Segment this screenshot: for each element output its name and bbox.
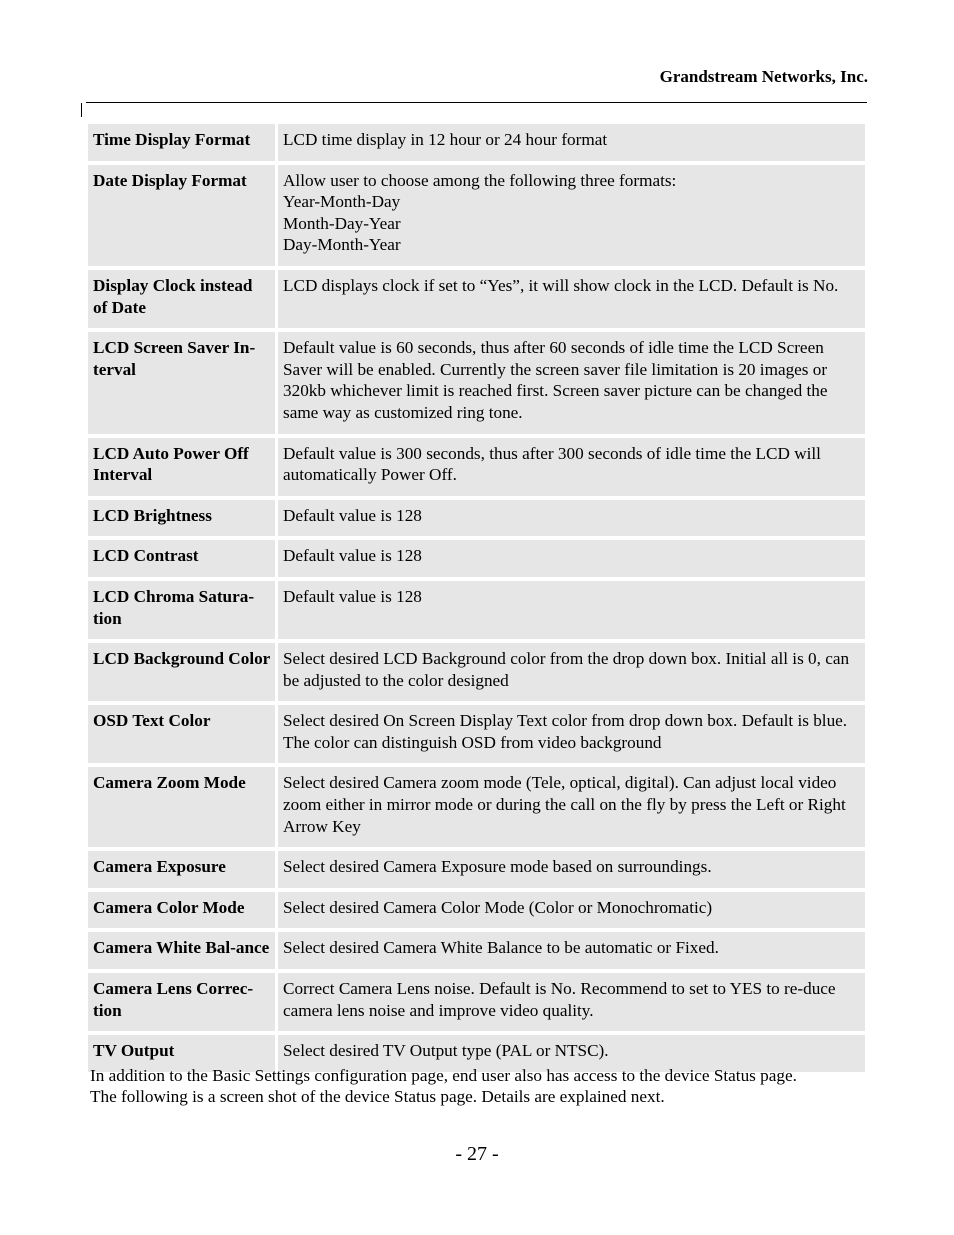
description-line: Default value is 60 seconds, thus after 60 seconds of idle time the LCD Screen Saver will be enabled. Currently the screen saver file limitation is 20 images or 320kb whichever limit is reached first. Screen saver picture can be changed the same way as customized ring tone. — [283, 338, 828, 422]
table-row — [88, 332, 865, 433]
description-line: Select desired On Screen Display Text color from drop down box. Default is blue. The color can distinguish OSD from video background — [283, 711, 848, 752]
table-row — [88, 973, 865, 1031]
setting-name: Camera Zoom Mode — [88, 767, 275, 847]
table-row — [88, 581, 865, 639]
setting-name: LCD Brightness — [88, 500, 275, 537]
description-line: Day-Month-Year — [283, 235, 401, 255]
table-row — [88, 851, 865, 888]
setting-name: Camera White Bal-ance — [88, 932, 275, 969]
table-row — [88, 540, 865, 577]
paragraph-line: In addition to the Basic Settings configuration page, end user also has access to the device Status page. — [90, 1066, 797, 1085]
setting-description — [278, 165, 865, 266]
table-row — [88, 643, 865, 701]
description-line: Select desired Camera Exposure mode based on surroundings. — [283, 857, 712, 877]
table-row — [88, 892, 865, 929]
table-row — [88, 165, 865, 266]
setting-name: Camera Exposure — [88, 851, 275, 888]
setting-name: Camera Lens Correc-tion — [88, 973, 275, 1031]
setting-description — [278, 851, 865, 888]
setting-description — [278, 643, 865, 701]
body-paragraph — [90, 1065, 870, 1107]
description-line: Allow user to choose among the following three formats: — [283, 170, 677, 190]
setting-description — [278, 932, 865, 969]
header-rule — [86, 102, 867, 103]
setting-name: Display Clock instead of Date — [88, 270, 275, 328]
table-row — [88, 270, 865, 328]
setting-name: LCD Contrast — [88, 540, 275, 577]
setting-name: LCD Auto Power Off Interval — [88, 438, 275, 496]
description-line: Default value is 128 — [283, 546, 422, 566]
table-row — [88, 932, 865, 969]
setting-name: TV Output — [88, 1035, 275, 1072]
description-line: Default value is 300 seconds, thus after 300 seconds of idle time the LCD will automatically Power Off. — [283, 443, 821, 485]
setting-description — [278, 581, 865, 639]
setting-name: Time Display Format — [88, 124, 275, 161]
setting-description — [278, 705, 865, 763]
description-line: Select desired Camera zoom mode (Tele, optical, digital). Can adjust local video zoom either in mirror mode or during the call on the fly by press the Left or Right Arrow Key — [283, 773, 846, 836]
setting-description — [278, 767, 865, 847]
description-line: Default value is 128 — [283, 505, 422, 525]
table-row — [88, 438, 865, 496]
table-row — [88, 767, 865, 847]
setting-description — [278, 892, 865, 929]
description-line: Select desired Camera Color Mode (Color or Monochromatic) — [283, 897, 713, 917]
setting-description — [278, 973, 865, 1031]
setting-name: LCD Chroma Satura-tion — [88, 581, 275, 639]
description-line: Select desired Camera White Balance to be automatic or Fixed. — [283, 938, 719, 958]
setting-description — [278, 270, 865, 328]
description-line: LCD displays clock if set to “Yes”, it will show clock in the LCD. Default is No. — [283, 275, 839, 295]
description-line: Default value is 128 — [283, 586, 422, 606]
company-header: Grandstream Networks, Inc. — [659, 67, 868, 86]
setting-name: OSD Text Color — [88, 705, 275, 763]
setting-name: LCD Background Color — [88, 643, 275, 701]
setting-description — [278, 540, 865, 577]
setting-name: Date Display Format — [88, 165, 275, 266]
description-line: Correct Camera Lens noise. Default is No. Recommend to set to YES to re-duce camera lens noise and improve video quality. — [283, 979, 836, 1020]
settings-table — [85, 120, 868, 1076]
setting-description — [278, 124, 865, 161]
table-row — [88, 500, 865, 537]
description-line: Month-Day-Year — [283, 213, 401, 233]
description-line: LCD time display in 12 hour or 24 hour format — [283, 130, 608, 149]
description-line: Select desired LCD Background color from the drop down box. Initial all is 0, can be adjusted to the color designed — [283, 649, 850, 690]
setting-description — [278, 438, 865, 496]
table-row — [88, 124, 865, 161]
setting-name: Camera Color Mode — [88, 892, 275, 929]
table-row — [88, 705, 865, 763]
setting-name: LCD Screen Saver In-terval — [88, 332, 275, 433]
margin-mark — [81, 103, 82, 117]
description-line: Select desired TV Output type (PAL or NTSC). — [283, 1041, 609, 1061]
setting-description — [278, 500, 865, 537]
page-number: - 27 - — [455, 1143, 499, 1165]
setting-description — [278, 332, 865, 433]
paragraph-line: The following is a screen shot of the device Status page. Details are explained next. — [90, 1087, 665, 1106]
description-line: Year-Month-Day — [283, 192, 401, 212]
